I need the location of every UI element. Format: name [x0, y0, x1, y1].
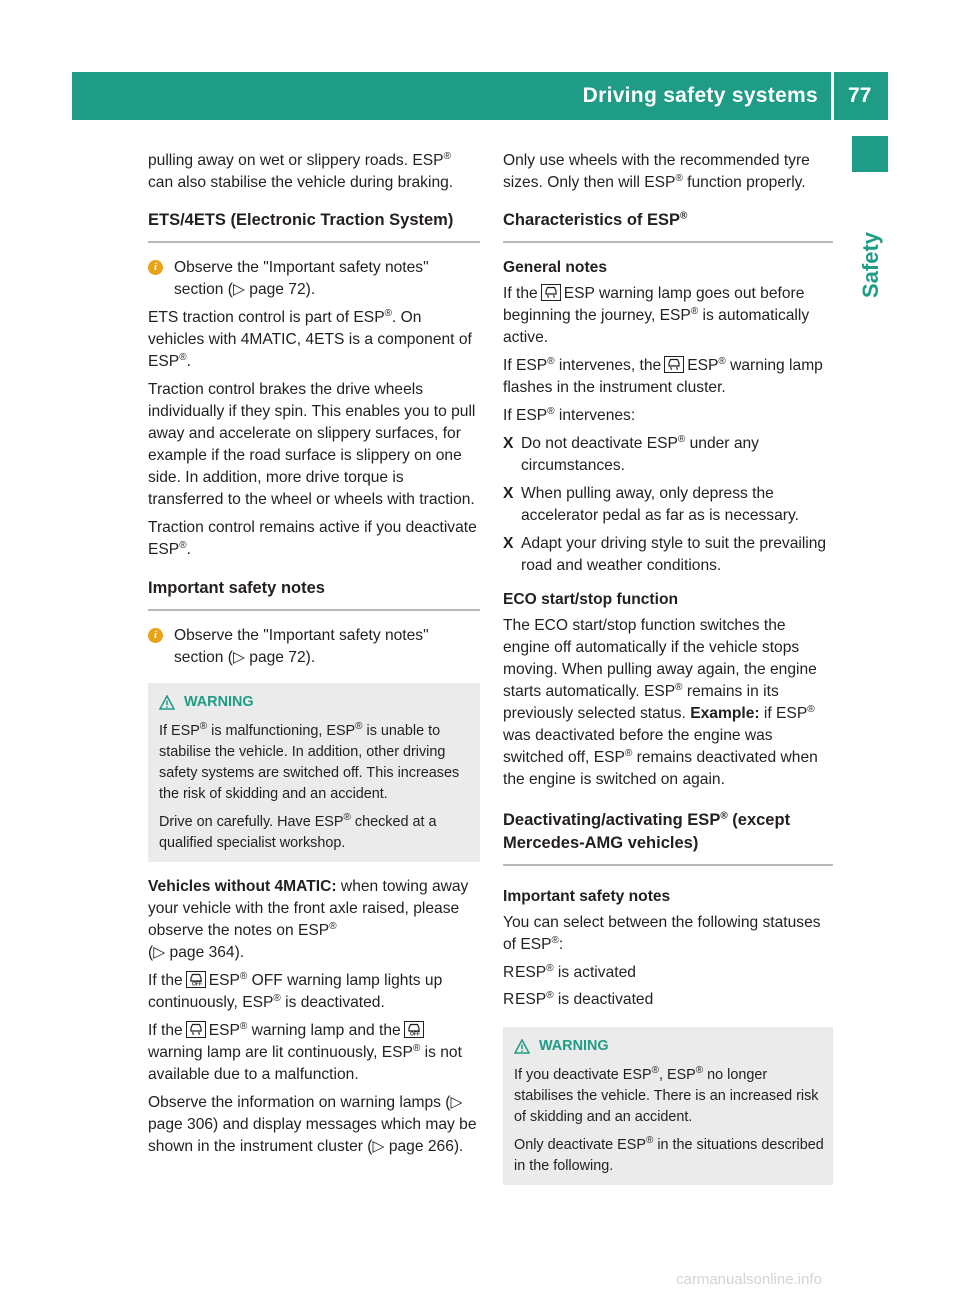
warning-triangle-icon — [159, 695, 175, 710]
step-arrow-icon: X — [503, 435, 514, 452]
subheading-eco: ECO start/stop function — [503, 591, 678, 608]
page-ref-icon: ▷ — [372, 1138, 385, 1155]
warning-text-1: If you deactivate ESP®, ESP® no longer stabilises the vehicle. There is an increased risk of skidding and an accident. — [514, 1065, 819, 1125]
ets-paragraph-3: Traction control remains active if you deactivate ESP®. — [148, 519, 477, 558]
subheading-safety-notes: Important safety notes — [503, 888, 671, 905]
ets-paragraph-2: Traction control brakes the drive wheels individually if they spin. This enables you to pull away and accelerate on slippery surfaces, for example if the road surface is slippery on one side. In addition, more drive torque is transferred to the wheel or wheels with traction. — [148, 381, 476, 508]
page-ref-link[interactable]: page 72). — [249, 649, 316, 666]
intro-paragraph: pulling away on wet or slippery roads. ESP® can also stabilise the vehicle during braking. — [148, 150, 454, 191]
info-icon: i — [148, 260, 163, 275]
svg-text:OFF: OFF — [409, 1031, 420, 1036]
esp-off-warning-lamp-icon — [404, 1021, 424, 1038]
warning-box — [148, 683, 480, 862]
page-ref-link[interactable]: page 266). — [388, 1138, 464, 1155]
warning-heading: WARNING — [159, 692, 472, 713]
warning-text-1: If ESP® is malfunctioning, ESP® is unable to stabilise the vehicle. In addition, other driving safety systems are switched off. This increases the risk of skidding and an accident. — [159, 721, 460, 802]
page-ref-icon: ▷ — [450, 1094, 463, 1111]
svg-text:OFF: OFF — [191, 981, 202, 986]
instruction-step: X Do not deactivate ESP® under any circumstances. — [503, 433, 759, 474]
esp-warning-lamp-icon — [541, 284, 561, 301]
instruction-step: X When pulling away, only depress the accelerator pedal as far as is necessary. — [503, 485, 799, 524]
side-tab-label: Safety — [858, 231, 883, 298]
tyre-paragraph: Only use wheels with the recommended tyre sizes. Only then will ESP® function properly. — [503, 152, 810, 191]
both-lamps-paragraph: If the ESP® warning lamp and the OFF warning lamp are lit continuously, ESP® is not available due to a malfunction. — [148, 1020, 462, 1083]
list-item: R ESP® is activated — [503, 962, 833, 984]
left-column — [148, 150, 480, 1164]
section-heading-ets: ETS/4ETS (Electronic Traction System) — [148, 209, 480, 243]
page-ref-link[interactable]: page 306) and display messages which may be shown in the instrument cluster ( — [148, 1116, 477, 1155]
eco-paragraph: The ECO start/stop function switches the engine off automatically if the vehicle stops moving. When pulling away again, the engine starts automatically. ESP® remains in its previously selected status. Example: if ESP® was deactivated before the engine was switched off, ESP® remains deactivated when the engine is switched on again. — [503, 617, 818, 788]
info-note: i Observe the "Important safety notes" section (▷ page 72). — [148, 257, 480, 301]
warning-box — [503, 1027, 833, 1185]
bullet-icon: R — [503, 964, 515, 981]
esp-warning-lamp-icon — [664, 356, 684, 373]
bullet-icon: R — [503, 991, 515, 1008]
header-divider — [831, 72, 834, 120]
page-ref-icon: ▷ — [232, 281, 245, 298]
page-ref-icon: ▷ — [232, 649, 245, 666]
page-number: 77 — [848, 84, 872, 107]
general-paragraph: If the ESP warning lamp goes out before beginning the journey, ESP® is automatically active. — [503, 285, 810, 346]
page-ref-link[interactable]: page 364). — [169, 944, 245, 961]
side-tab-block — [852, 136, 888, 172]
esp-warning-lamp-icon — [186, 1021, 206, 1038]
list-item: R ESP® is deactivated — [503, 989, 833, 1011]
warning-triangle-icon — [514, 1039, 530, 1054]
chapter-title: Driving safety systems — [582, 84, 818, 107]
section-heading-deactivating: Deactivating/activating ESP® (except Mercedes-AMG vehicles) — [503, 809, 833, 866]
page-ref-link[interactable]: page 72). — [249, 281, 316, 298]
section-heading-safety: Important safety notes — [148, 577, 480, 611]
info-note: i Observe the "Important safety notes" section (▷ page 72). — [148, 625, 480, 669]
step-arrow-icon: X — [503, 535, 514, 552]
esp-off-paragraph: If the OFF ESP® OFF warning lamp lights up continuously, ESP® is deactivated. — [148, 970, 443, 1011]
intervene-paragraph: If ESP® intervenes, the ESP® warning lamp flashes in the instrument cluster. — [503, 355, 823, 396]
select-paragraph: You can select between the following statuses of ESP®: — [503, 914, 821, 953]
subheading-general-notes: General notes — [503, 259, 607, 276]
info-icon: i — [148, 628, 163, 643]
section-heading-characteristics: Characteristics of ESP® — [503, 209, 833, 243]
instruction-step: X Adapt your driving style to suit the prevailing road and weather conditions. — [503, 535, 827, 574]
intervene-paragraph-2: If ESP® intervenes: — [503, 405, 636, 424]
towing-paragraph: Vehicles without 4MATIC: when towing away your vehicle with the front axle raised, please observe the notes on ESP® (▷ page 364). — [148, 878, 469, 961]
page-ref-icon: ▷ — [153, 944, 166, 961]
ets-paragraph-1: ETS traction control is part of ESP®. On vehicles with 4MATIC, 4ETS is a component of ESP®. — [148, 307, 472, 370]
warning-heading: WARNING — [514, 1036, 825, 1057]
esp-off-warning-lamp-icon — [186, 971, 206, 988]
step-arrow-icon: X — [503, 485, 514, 502]
watermark: carmanualsonline.info — [676, 1271, 822, 1288]
warning-text-2: Only deactivate ESP® in the situations described in the following. — [514, 1135, 824, 1174]
observe-paragraph: Observe the information on warning lamps (▷ page 306) and display messages which may be shown in the instrument cluster (▷ page 266). — [148, 1094, 477, 1155]
right-column — [503, 150, 833, 1199]
warning-text-2: Drive on carefully. Have ESP® checked at a qualified specialist workshop. — [159, 812, 437, 851]
